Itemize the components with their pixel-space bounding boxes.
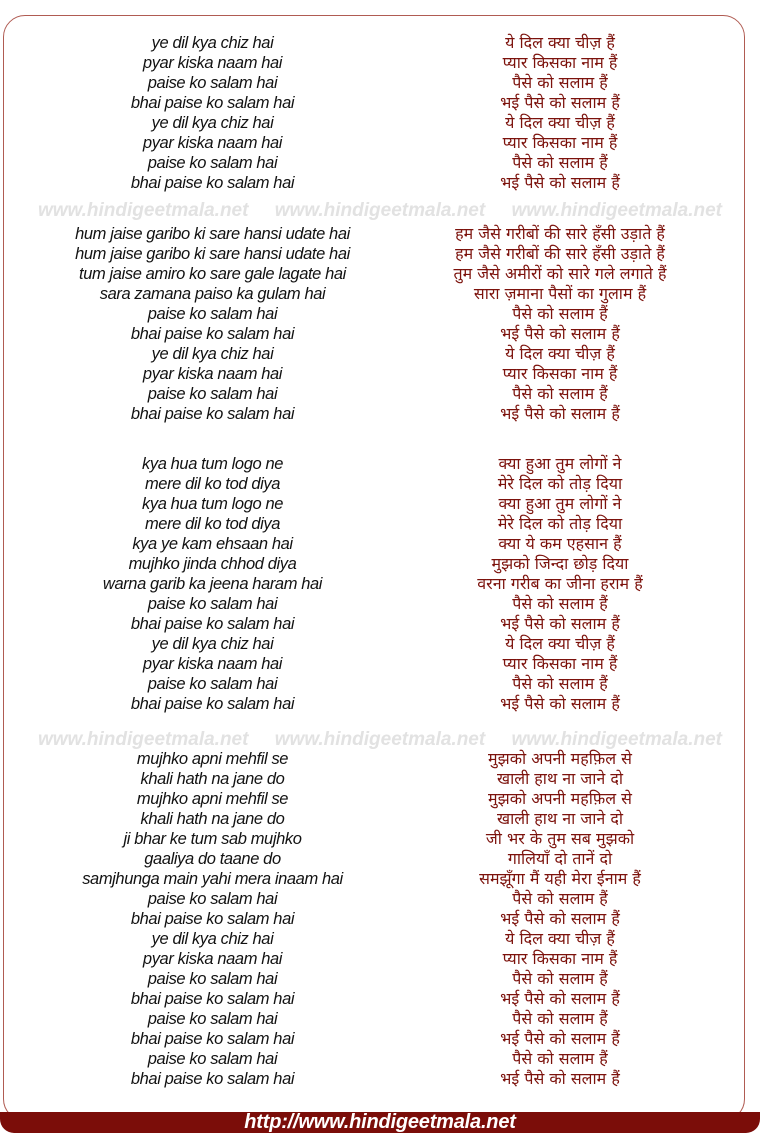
lyric-line-hindi: क्या हुआ तुम लोगों ने — [498, 494, 622, 513]
lyric-line-latin: paise ko salam hai — [147, 890, 278, 908]
lyric-line-latin: hum jaise garibo ki sare hansi udate hai — [75, 245, 350, 263]
lyric-line-latin: mujhko apni mehfil se — [136, 790, 289, 808]
lyric-line-hindi: प्यार किसका नाम हैं — [502, 133, 618, 152]
lyric-line-latin: ji bhar ke tum sab mujhko — [123, 830, 302, 848]
lyric-line-hindi: वरना गरीब का जीना हराम हैं — [477, 574, 643, 593]
lyric-line-latin: pyar kiska naam hai — [142, 655, 283, 673]
lyric-line-latin: pyar kiska naam hai — [142, 365, 283, 383]
lyric-line-latin: kya ye kam ehsaan hai — [132, 535, 293, 553]
lyric-line-hindi: भई पैसे को सलाम हैं — [500, 614, 620, 633]
lyric-line-hindi: भई पैसे को सलाम हैं — [500, 173, 620, 192]
lyric-line-latin: ye dil kya chiz hai — [151, 114, 274, 132]
lyric-line-hindi: पैसे को सलाम हैं — [512, 674, 608, 693]
watermark-text: www.hindigeetmala.net — [511, 729, 722, 750]
lyric-line-latin: paise ko salam hai — [147, 970, 278, 988]
lyric-line-hindi: सारा ज़माना पैसों का गुलाम हैं — [473, 284, 647, 303]
lyric-line-hindi: प्यार किसका नाम हैं — [502, 53, 618, 72]
lyric-line-hindi: गालियाँ दो तानें दो — [507, 849, 613, 868]
lyric-line-hindi: प्यार किसका नाम हैं — [502, 364, 618, 383]
lyric-line-latin: mujhko apni mehfil se — [136, 750, 289, 768]
lyric-line-latin: paise ko salam hai — [147, 595, 278, 613]
lyric-line-latin: sara zamana paiso ka gulam hai — [99, 285, 326, 303]
lyric-line-latin: mere dil ko tod diya — [144, 515, 281, 533]
lyric-line-latin: bhai paise ko salam hai — [130, 1030, 295, 1048]
lyric-line-hindi: ये दिल क्या चीज़ हैं — [505, 929, 615, 948]
lyric-line-hindi: भई पैसे को सलाम हैं — [500, 404, 620, 423]
lyric-line-hindi: तुम जैसे अमीरों को सारे गले लगाते हैं — [453, 264, 667, 283]
stanza-1-transliteration — [0, 33, 425, 193]
lyric-line-hindi: भई पैसे को सलाम हैं — [500, 324, 620, 343]
lyric-line-hindi: पैसे को सलाम हैं — [512, 1049, 608, 1068]
lyric-line-hindi: मुझको जिन्दा छोड़ दिया — [491, 554, 629, 573]
lyric-line-hindi: भई पैसे को सलाम हैं — [500, 1029, 620, 1048]
lyric-line-hindi: पैसे को सलाम हैं — [512, 1009, 608, 1028]
lyric-line-latin: paise ko salam hai — [147, 74, 278, 92]
lyric-line-latin: bhai paise ko salam hai — [130, 695, 295, 713]
lyric-line-hindi: पैसे को सलाम हैं — [512, 594, 608, 613]
stanza-3-devanagari — [425, 454, 695, 714]
stanza-4-transliteration — [0, 749, 425, 1089]
stanza-4 — [0, 749, 760, 1089]
lyric-line-hindi: भई पैसे को सलाम हैं — [500, 694, 620, 713]
lyric-line-latin: tum jaise amiro ko sare gale lagate hai — [79, 265, 346, 283]
lyric-line-latin: pyar kiska naam hai — [142, 54, 283, 72]
watermark-text: www.hindigeetmala.net — [511, 200, 722, 221]
lyric-line-latin: bhai paise ko salam hai — [130, 405, 295, 423]
lyric-line-latin: samjhunga main yahi mera inaam hai — [82, 870, 343, 888]
lyric-line-hindi: मेरे दिल को तोड़ दिया — [497, 474, 623, 493]
lyric-line-hindi: खाली हाथ ना जाने दो — [497, 769, 623, 788]
footer-url[interactable]: http://www.hindigeetmala.net — [244, 1111, 516, 1133]
watermark-row — [0, 202, 760, 220]
lyric-line-hindi: ये दिल क्या चीज़ हैं — [505, 33, 615, 52]
lyric-line-hindi: हम जैसे गरीबों की सारे हँसी उड़ाते हैं — [455, 224, 665, 243]
lyric-line-hindi: जी भर के तुम सब मुझको — [485, 829, 635, 848]
lyric-line-latin: bhai paise ko salam hai — [130, 910, 295, 928]
lyric-line-hindi: हम जैसे गरीबों की सारे हँसी उड़ाते हैं — [455, 244, 665, 263]
lyric-line-latin: kya hua tum logo ne — [142, 455, 283, 473]
watermark-row — [0, 731, 760, 749]
lyric-line-latin: bhai paise ko salam hai — [130, 1070, 295, 1088]
watermark-text: www.hindigeetmala.net — [274, 729, 486, 750]
lyric-line-latin: paise ko salam hai — [147, 154, 278, 172]
lyric-line-hindi: मुझको अपनी महफ़िल से — [488, 749, 632, 768]
stanza-1 — [0, 33, 760, 193]
lyric-line-hindi: समझूँगा मैं यही मेरा ईनाम हैं — [479, 869, 641, 888]
lyric-line-latin: paise ko salam hai — [147, 385, 278, 403]
watermark-text: www.hindigeetmala.net — [38, 200, 249, 221]
lyric-line-hindi: भई पैसे को सलाम हैं — [500, 909, 620, 928]
lyric-line-hindi: प्यार किसका नाम हैं — [502, 654, 618, 673]
lyric-line-hindi: भई पैसे को सलाम हैं — [500, 93, 620, 112]
lyric-line-latin: paise ko salam hai — [147, 675, 278, 693]
lyric-line-hindi: क्या ये कम एहसान हैं — [498, 534, 622, 553]
stanza-1-devanagari — [425, 33, 695, 193]
lyric-line-hindi: मुझको अपनी महफ़िल से — [488, 789, 632, 808]
stanza-2-transliteration — [0, 224, 425, 424]
lyric-line-latin: ye dil kya chiz hai — [151, 345, 274, 363]
lyric-line-hindi: पैसे को सलाम हैं — [512, 384, 608, 403]
lyric-line-latin: bhai paise ko salam hai — [130, 94, 295, 112]
footer-bar — [0, 1112, 760, 1133]
lyric-line-hindi: ये दिल क्या चीज़ हैं — [505, 344, 615, 363]
lyric-line-latin: paise ko salam hai — [147, 305, 278, 323]
lyric-line-hindi: ये दिल क्या चीज़ हैं — [505, 634, 615, 653]
lyric-line-hindi: खाली हाथ ना जाने दो — [497, 809, 623, 828]
lyric-line-latin: pyar kiska naam hai — [142, 950, 283, 968]
lyric-line-hindi: पैसे को सलाम हैं — [512, 889, 608, 908]
lyric-line-latin: warna garib ka jeena haram hai — [102, 575, 323, 593]
lyric-line-latin: gaaliya do taane do — [144, 850, 281, 868]
stanza-3 — [0, 454, 760, 714]
lyric-line-hindi: ये दिल क्या चीज़ हैं — [505, 113, 615, 132]
lyric-line-latin: khali hath na jane do — [140, 810, 285, 828]
lyric-line-hindi: पैसे को सलाम हैं — [512, 304, 608, 323]
lyric-line-latin: mere dil ko tod diya — [144, 475, 281, 493]
lyric-line-latin: paise ko salam hai — [147, 1010, 278, 1028]
lyric-line-hindi: पैसे को सलाम हैं — [512, 969, 608, 988]
lyric-line-hindi: भई पैसे को सलाम हैं — [500, 1069, 620, 1088]
watermark-text: www.hindigeetmala.net — [274, 200, 486, 221]
lyric-line-latin: ye dil kya chiz hai — [151, 635, 274, 653]
lyric-line-hindi: भई पैसे को सलाम हैं — [500, 989, 620, 1008]
lyric-line-hindi: प्यार किसका नाम हैं — [502, 949, 618, 968]
lyric-line-latin: bhai paise ko salam hai — [130, 174, 295, 192]
lyric-line-latin: bhai paise ko salam hai — [130, 990, 295, 1008]
lyric-line-latin: paise ko salam hai — [147, 1050, 278, 1068]
lyric-line-hindi: क्या हुआ तुम लोगों ने — [498, 454, 622, 473]
stanza-2-devanagari — [425, 224, 695, 424]
stanza-2 — [0, 224, 760, 424]
lyric-line-latin: mujhko jinda chhod diya — [128, 555, 297, 573]
lyric-line-latin: kya hua tum logo ne — [142, 495, 283, 513]
lyric-line-latin: hum jaise garibo ki sare hansi udate hai — [75, 225, 350, 243]
lyric-line-latin: bhai paise ko salam hai — [130, 615, 295, 633]
stanza-4-devanagari — [425, 749, 695, 1089]
lyric-line-latin: ye dil kya chiz hai — [151, 34, 274, 52]
stanza-3-transliteration — [0, 454, 425, 714]
lyric-line-latin: khali hath na jane do — [140, 770, 285, 788]
lyric-line-latin: ye dil kya chiz hai — [151, 930, 274, 948]
lyric-line-hindi: पैसे को सलाम हैं — [512, 153, 608, 172]
lyric-line-hindi: मेरे दिल को तोड़ दिया — [497, 514, 623, 533]
lyric-line-hindi: पैसे को सलाम हैं — [512, 73, 608, 92]
lyric-line-latin: pyar kiska naam hai — [142, 134, 283, 152]
lyric-line-latin: bhai paise ko salam hai — [130, 325, 295, 343]
watermark-text: www.hindigeetmala.net — [38, 729, 249, 750]
